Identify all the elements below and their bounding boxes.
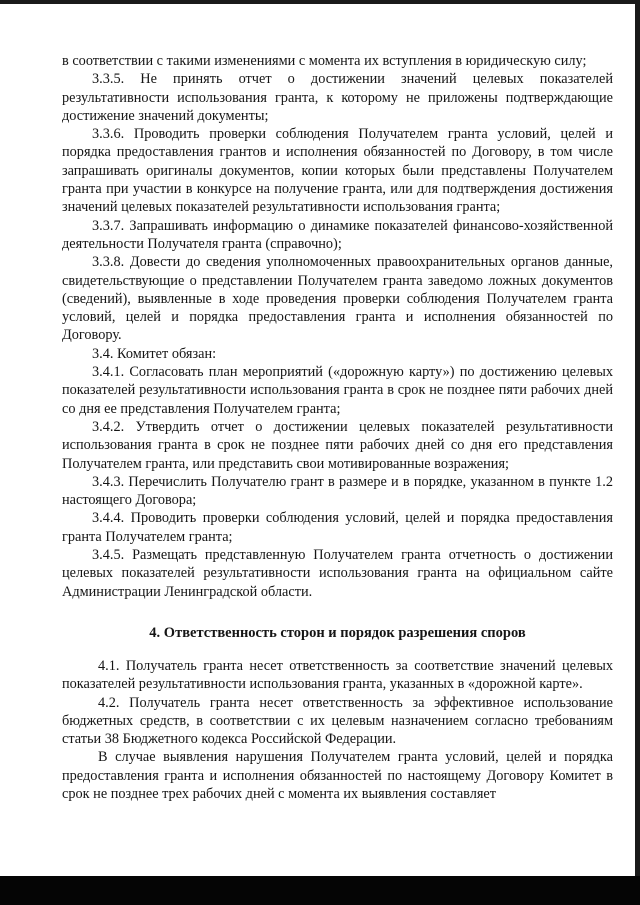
scan-border-right	[635, 0, 640, 905]
paragraph-3-3-7: 3.3.7. Запрашивать информацию о динамике показателей финансово-хозяйственной деятельности Получателя гранта (справочно);	[62, 217, 613, 252]
section-heading: 4. Ответственность сторон и порядок разрешения споров	[149, 624, 526, 641]
paragraph-3-3-6: 3.3.6. Проводить проверки соблюдения Получателем гранта условий, целей и порядка предоставления грантов и исполнения обязанностей по Договору, в том числе запрашивать оригиналы документов, копии которых были представлены Получателем гранта при участии в конкурсе на получение гранта, или для подтверждения достижения значений целевых показателей результативности использования гранта;	[62, 126, 613, 216]
paragraph-3-4-3: 3.4.3. Перечислить Получателю грант в размере и в порядке, указанном в пункте 1.2 настоящего Договора;	[62, 473, 613, 509]
spacer	[62, 642, 613, 657]
scan-border-top	[0, 0, 640, 4]
paragraph-3-3-5: 3.3.5. Не принять отчет о достижении значений целевых показателей результативности использования гранта, к которому не приложены подтверждающие достижение значений документы;	[62, 71, 613, 124]
paragraph-3-4-2: 3.4.2. Утвердить отчет о достижении целевых показателей результативности использования гранта в срок не позднее пяти рабочих дней со дня его представления Получателем гранта, или представить свои мотивированные возражения;	[62, 418, 613, 472]
paragraph-continuation: в соответствии с такими изменениями с момента их вступления в юридическую силу;	[62, 53, 587, 69]
document-page	[62, 52, 613, 803]
paragraph-4-2: 4.2. Получатель гранта несет ответственность за эффективное использование бюджетных средств, в соответствии с их целевым назначением согласно требованиям статьи 38 Бюджетного кодекса Российской Федерации.	[62, 694, 613, 748]
paragraph-3-4-1: 3.4.1. Согласовать план мероприятий («дорожную карту») по достижению целевых показателей результативности использования гранта в срок не позднее пяти рабочих дней со дня ее представления Получателем гранта;	[62, 364, 613, 417]
paragraph-3-3-8: 3.3.8. Довести до сведения уполномоченных правоохранительных органов данные, свидетельствующие о представлении Получателем гранта заведомо ложных документов (сведений), выявленные в ходе проведения проверки соблюдения Получателем гранта условий, целей и порядка предоставления гранта и исполнения обязанностей по Договору.	[62, 254, 613, 344]
spacer	[62, 601, 613, 624]
paragraph-4-1: 4.1. Получатель гранта несет ответственность за соответствие значений целевых показателей результативности использования гранта, указанных в «дорожной карте».	[62, 657, 613, 693]
paragraph-3-4: 3.4. Комитет обязан:	[92, 345, 217, 362]
paragraph-3-4-5: 3.4.5. Размещать представленную Получателем гранта отчетность о достижении целевых показателей результативности использования гранта на официальном сайте Администрации Ленинградской области.	[62, 547, 613, 600]
paragraph-3-4-4: 3.4.4. Проводить проверки соблюдения условий, целей и порядка предоставления гранта Получателем гранта;	[62, 510, 613, 545]
scan-border-bottom	[0, 876, 640, 905]
paragraph-4-3: В случае выявления нарушения Получателем гранта условий, целей и порядка предоставления гранта и исполнения обязанностей по настоящему Договору Комитет в срок не позднее трех рабочих дней с момента их выявления составляет	[62, 749, 613, 802]
